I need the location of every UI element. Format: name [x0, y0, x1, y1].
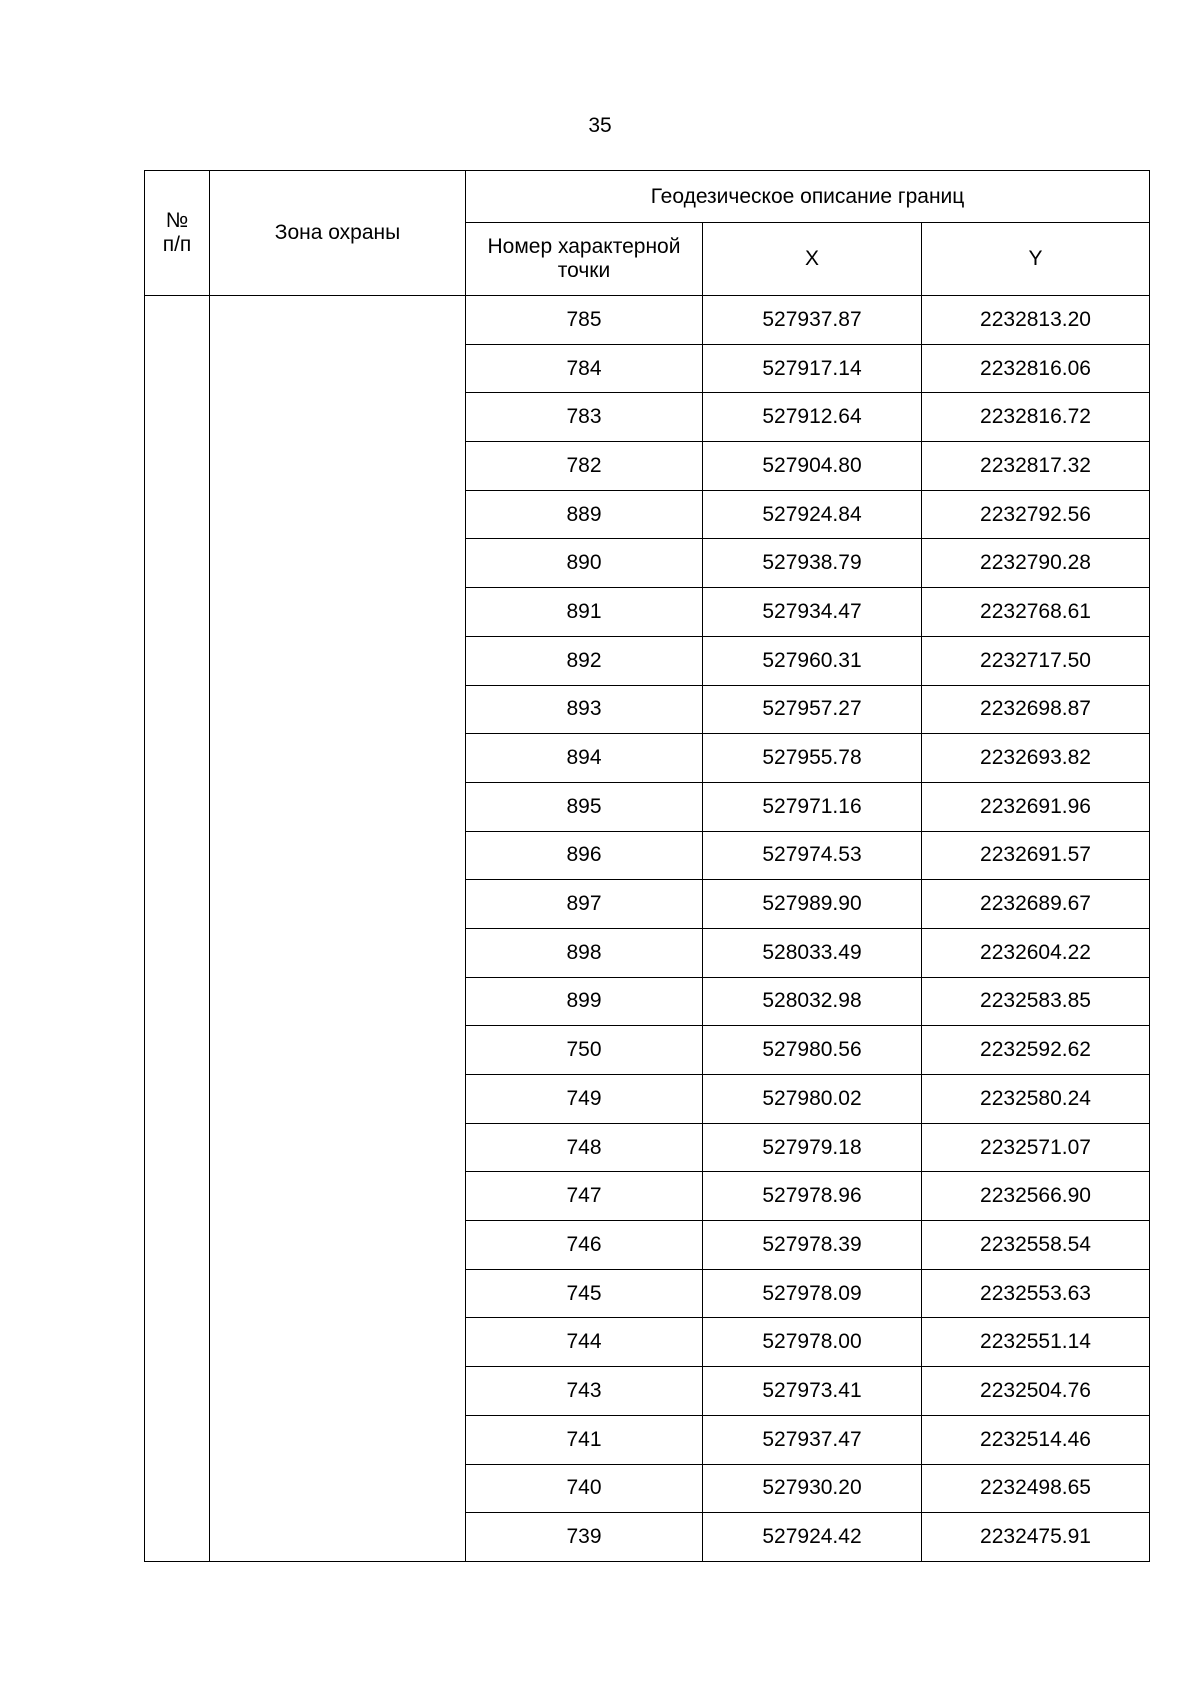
cell-x: 527973.41: [703, 1367, 922, 1416]
cell-y: 2232514.46: [922, 1415, 1150, 1464]
cell-y: 2232813.20: [922, 296, 1150, 345]
cell-y: 2232689.67: [922, 880, 1150, 929]
cell-x: 527938.79: [703, 539, 922, 588]
geodetic-boundary-table: [144, 170, 1150, 1562]
cell-point: 892: [466, 636, 703, 685]
cell-x: 527917.14: [703, 344, 922, 393]
cell-y: 2232817.32: [922, 442, 1150, 491]
cell-x: 527955.78: [703, 734, 922, 783]
header-protection-zone: Зона охраны: [210, 171, 466, 296]
header-x: X: [703, 223, 922, 296]
cell-x: 527934.47: [703, 588, 922, 637]
cell-y: 2232691.57: [922, 831, 1150, 880]
cell-point: 893: [466, 685, 703, 734]
cell-point: 783: [466, 393, 703, 442]
cell-x: 527980.02: [703, 1075, 922, 1124]
cell-point: 746: [466, 1221, 703, 1270]
cell-x: 527978.09: [703, 1269, 922, 1318]
cell-point: 782: [466, 442, 703, 491]
cell-point: 891: [466, 588, 703, 637]
cell-point: 741: [466, 1415, 703, 1464]
cell-x: 527937.47: [703, 1415, 922, 1464]
cell-x: 527912.64: [703, 393, 922, 442]
cell-point: 744: [466, 1318, 703, 1367]
cell-y: 2232768.61: [922, 588, 1150, 637]
cell-y: 2232816.72: [922, 393, 1150, 442]
cell-y: 2232553.63: [922, 1269, 1150, 1318]
cell-x: 528032.98: [703, 977, 922, 1026]
cell-y: 2232693.82: [922, 734, 1150, 783]
header-row-number: № п/п: [145, 171, 210, 296]
cell-x: 527930.20: [703, 1464, 922, 1513]
table-row: [145, 296, 1150, 345]
cell-point: 743: [466, 1367, 703, 1416]
cell-point: 745: [466, 1269, 703, 1318]
cell-point: 894: [466, 734, 703, 783]
table-body: [145, 296, 1150, 1562]
header-geodetic-description: Геодезическое описание границ: [466, 171, 1150, 223]
cell-point: 895: [466, 782, 703, 831]
cell-x: 527978.96: [703, 1172, 922, 1221]
cell-point: 749: [466, 1075, 703, 1124]
cell-y: 2232571.07: [922, 1123, 1150, 1172]
cell-y: 2232592.62: [922, 1026, 1150, 1075]
cell-y: 2232691.96: [922, 782, 1150, 831]
cell-y: 2232604.22: [922, 928, 1150, 977]
cell-point: 889: [466, 490, 703, 539]
cell-y: 2232580.24: [922, 1075, 1150, 1124]
cell-x: 527937.87: [703, 296, 922, 345]
cell-row-number: [145, 296, 210, 1562]
cell-point: 784: [466, 344, 703, 393]
cell-point: 748: [466, 1123, 703, 1172]
cell-y: 2232475.91: [922, 1513, 1150, 1562]
header-point-number: Номер характерной точки: [466, 223, 703, 296]
cell-x: 527978.39: [703, 1221, 922, 1270]
cell-x: 527957.27: [703, 685, 922, 734]
cell-x: 527980.56: [703, 1026, 922, 1075]
cell-point: 896: [466, 831, 703, 880]
cell-y: 2232790.28: [922, 539, 1150, 588]
cell-y: 2232816.06: [922, 344, 1150, 393]
cell-point: 890: [466, 539, 703, 588]
cell-y: 2232566.90: [922, 1172, 1150, 1221]
cell-x: 527978.00: [703, 1318, 922, 1367]
cell-point: 785: [466, 296, 703, 345]
cell-x: 527971.16: [703, 782, 922, 831]
header-y: Y: [922, 223, 1150, 296]
cell-point: 740: [466, 1464, 703, 1513]
cell-x: 527974.53: [703, 831, 922, 880]
cell-x: 528033.49: [703, 928, 922, 977]
cell-point: 899: [466, 977, 703, 1026]
cell-point: 739: [466, 1513, 703, 1562]
cell-x: 527924.84: [703, 490, 922, 539]
cell-point: 747: [466, 1172, 703, 1221]
page-number: 35: [588, 114, 612, 137]
cell-y: 2232551.14: [922, 1318, 1150, 1367]
cell-y: 2232498.65: [922, 1464, 1150, 1513]
cell-x: 527924.42: [703, 1513, 922, 1562]
cell-point: 897: [466, 880, 703, 929]
cell-x: 527960.31: [703, 636, 922, 685]
cell-point: 750: [466, 1026, 703, 1075]
cell-protection-zone: [210, 296, 466, 1562]
cell-y: 2232558.54: [922, 1221, 1150, 1270]
cell-x: 527904.80: [703, 442, 922, 491]
cell-x: 527989.90: [703, 880, 922, 929]
cell-y: 2232504.76: [922, 1367, 1150, 1416]
cell-x: 527979.18: [703, 1123, 922, 1172]
cell-y: 2232583.85: [922, 977, 1150, 1026]
cell-y: 2232717.50: [922, 636, 1150, 685]
cell-point: 898: [466, 928, 703, 977]
cell-y: 2232792.56: [922, 490, 1150, 539]
cell-y: 2232698.87: [922, 685, 1150, 734]
